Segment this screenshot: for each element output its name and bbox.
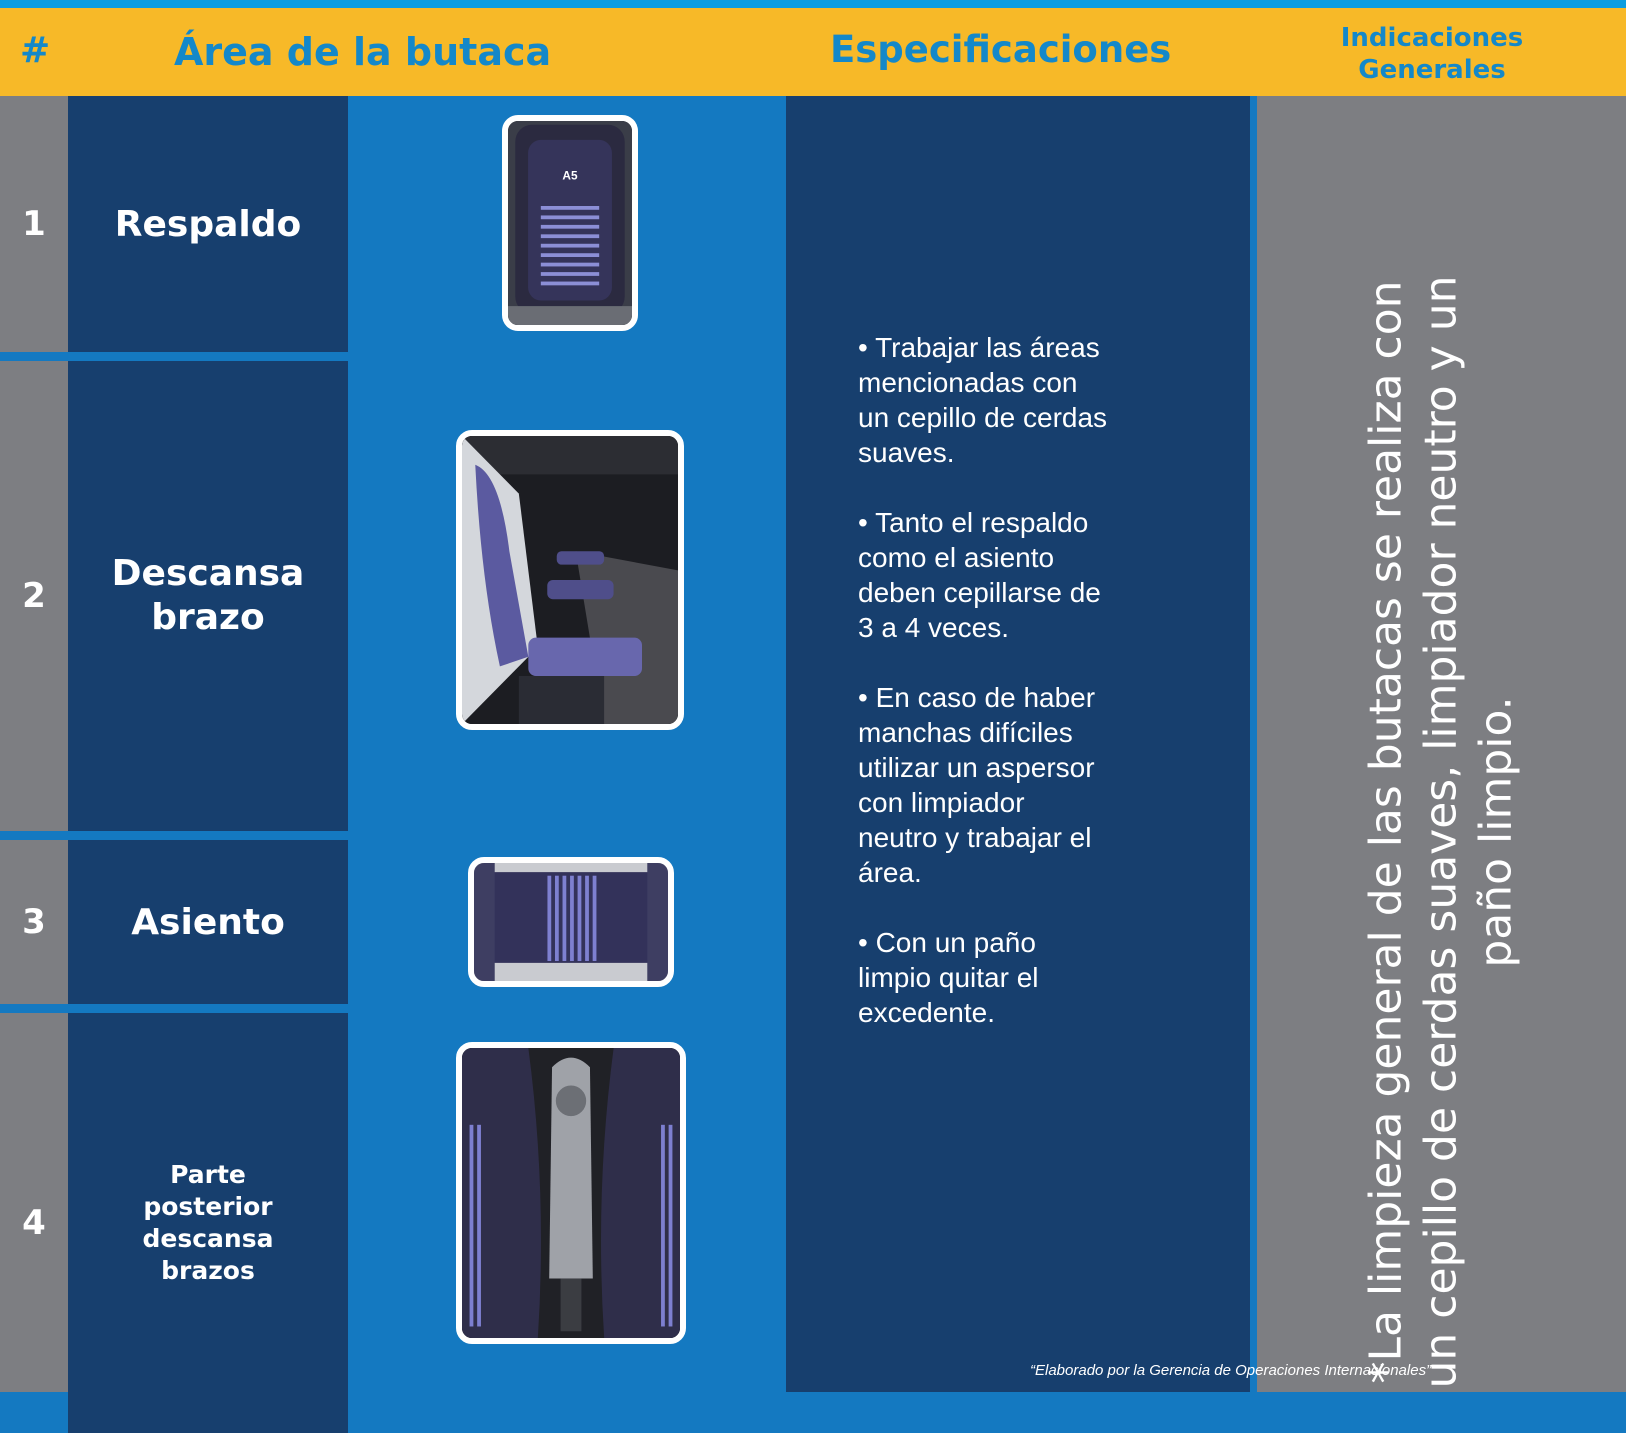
row-number: 1 [22, 204, 46, 244]
row-label-asiento: Asiento [68, 840, 348, 1004]
row-divider [0, 831, 348, 840]
row-number: 2 [22, 576, 46, 616]
spec-bullet: • En caso de haber manchas difíciles utilizar un aspersor con limpiador neutro y trabajar el área. [858, 682, 1096, 888]
row-number: 4 [22, 1203, 46, 1243]
seat-cushion-image [474, 863, 668, 981]
specifications-list [858, 330, 1188, 1065]
row-divider [0, 352, 348, 361]
spec-bullet: • Trabajar las áreas mencionadas con un cepillo de cerdas suaves. [858, 332, 1108, 468]
spec-bullet: • Con un paño limpio quitar el excedente. [858, 927, 1039, 1028]
footer-credit: “Elaborado por la Gerencia de Operaciones Internacionales” [1030, 1362, 1432, 1379]
armrest-rear-image [462, 1048, 680, 1338]
seat-tag-text: A5 [562, 168, 578, 183]
top-rule [0, 0, 1626, 8]
seat-back-photo [502, 115, 638, 331]
general-indication-panel [1257, 96, 1626, 1392]
header-specifications: Especificaciones [830, 28, 1172, 71]
spec-bullet: • Tanto el respaldo como el asiento deben cepillarse de 3 a 4 veces. [858, 507, 1101, 643]
header-general-indications: Indicaciones Generales [1340, 23, 1524, 85]
seat-back-image [508, 121, 632, 325]
row-number: 3 [22, 902, 46, 942]
row-divider [0, 1004, 348, 1013]
header-number: # [20, 30, 51, 71]
general-indication-text: *La limpieza general de las butacas se realiza con un cepillo de cerdas suaves, limpiador neutro y un paño limpio. [1360, 275, 1522, 1389]
row-label-descansa-brazo: Descansa brazo [68, 361, 348, 831]
header-seat-area: Área de la butaca [174, 30, 552, 74]
armrest-image [462, 436, 678, 724]
seat-cushion-photo [468, 857, 674, 987]
row-label-respaldo: Respaldo [68, 96, 348, 352]
armrest-photo [456, 430, 684, 730]
armrest-rear-photo [456, 1042, 686, 1344]
row-label-parte-posterior: Parte posterior descansa brazos [68, 1013, 348, 1433]
column-separator [1250, 96, 1257, 1392]
